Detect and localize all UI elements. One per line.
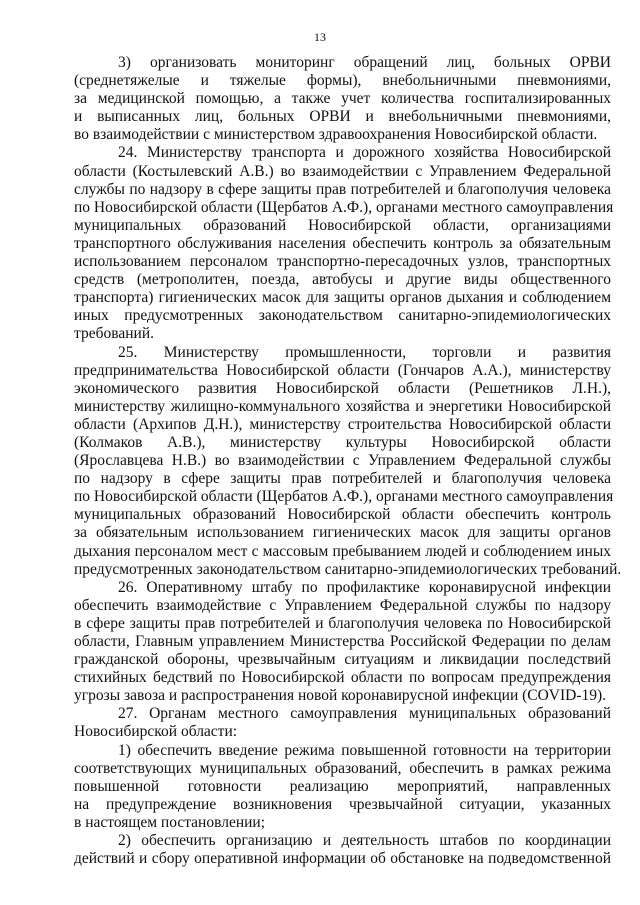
paragraph-item-24 (74, 144, 614, 343)
text-line: действий и сбору оперативной информации об обстановке на подведомственной (74, 850, 611, 868)
text-line: муниципальных образований Новосибирской области обеспечить контроль (74, 506, 611, 524)
text-line: предусмотренных законодательством санитарно-эпидемиологических требований. (74, 560, 622, 578)
text-line: службы по надзору в сфере защиты прав потребителей и благополучия человека (74, 180, 611, 198)
text-line: на предупреждение возникновения чрезвычайной ситуации, указанных (74, 795, 611, 813)
page-number: 13 (314, 30, 326, 44)
text-line: в настоящем постановлении; (74, 813, 266, 831)
text-line: за обязательным использованием гигиенических масок для защиты органов (74, 524, 611, 542)
text-line: иных предусмотренных законодательством санитарно-эпидемиологических (74, 307, 611, 325)
text-line: требований. (74, 325, 154, 343)
text-line: средств (метрополитен, поезда, автобусы и другие виды общественного (74, 271, 611, 289)
text-line: (среднетяжелые и тяжелые формы), внебольничными пневмониями, (74, 72, 611, 90)
text-line: 26. Оперативному штабу по профилактике коронавирусной инфекции (118, 578, 611, 596)
text-line: в сфере защиты прав потребителей и благополучия человека по Новосибирской (74, 614, 611, 632)
text-line: дыхания персоналом мест с массовым пребыванием людей и соблюдением иных (74, 542, 611, 560)
paragraph-item-3 (74, 54, 611, 144)
document-body (74, 54, 622, 868)
text-line: транспортного обслуживания населения обеспечить контроль за обязательным (74, 234, 611, 252)
text-line: предпринимательства Новосибирской области (Гончаров А.А.), министерству (74, 361, 611, 379)
text-line: 25. Министерству промышленности, торговли и развития (118, 343, 611, 361)
text-line: 3) организовать мониторинг обращений лиц, больных ОРВИ (118, 54, 611, 71)
text-line: (Колмаков А.В.), министерству культуры Новосибирской области (74, 433, 611, 451)
text-line: транспорта) гигиенических масок для защиты органов дыхания и соблюдением (74, 289, 611, 307)
text-line: обеспечить взаимодействие с Управлением Федеральной службы по надзору (74, 596, 611, 614)
text-line: Новосибирской области: (74, 723, 238, 741)
text-line: повышенной готовности реализацию мероприятий, направленных (74, 777, 611, 795)
text-line: угрозы завоза и распространения новой коронавирусной инфекции (COVID-19). (74, 687, 607, 705)
text-line: гражданской обороны, чрезвычайным ситуациям и ликвидации последствий (74, 651, 611, 669)
text-line: 27. Органам местного самоуправления муниципальных образований (118, 705, 611, 723)
paragraph-item-26 (74, 579, 611, 706)
text-line: 1) обеспечить введение режима повышенной готовности на территории (118, 741, 611, 759)
text-line: области (Архипов Д.Н.), министерству строительства Новосибирской области (74, 415, 611, 433)
text-line: стихийных бедствий по Новосибирской области по вопросам предупреждения (74, 669, 611, 687)
text-line: по Новосибирской области (Щербатов А.Ф.), органами местного самоуправления (74, 488, 614, 506)
text-line: области, Главным управлением Министерства Российской Федерации по делам (74, 633, 611, 650)
text-line: за медицинской помощью, а также учет количества госпитализированных (74, 90, 611, 108)
paragraph-item-27-1 (74, 742, 611, 832)
text-line: по надзору в сфере защиты прав потребителей и благополучия человека (74, 470, 611, 488)
text-line: экономического развития Новосибирской области (Решетников Л.Н.), (74, 379, 611, 397)
text-line: (Ярославцева Н.В.) во взаимодействии с Управлением Федеральной службы (74, 452, 611, 470)
text-line: 24. Министерству транспорта и дорожного хозяйства Новосибирской (118, 144, 611, 162)
text-line: по Новосибирской области (Щербатов А.Ф.), органами местного самоуправления (74, 198, 614, 216)
paragraph-item-25 (74, 343, 622, 579)
text-line: во взаимодействии с министерством здравоохранения Новосибирской области. (74, 126, 598, 144)
text-line: министерству жилищно-коммунального хозяйства и энергетики Новосибирской (74, 397, 611, 415)
text-line: использованием персоналом транспортно-пересадочных узлов, транспортных (74, 253, 611, 271)
text-line: муниципальных образований Новосибирской области, организациями (74, 216, 611, 234)
text-line: соответствующих муниципальных образований, обеспечить в рамках режима (74, 759, 611, 777)
text-line: 2) обеспечить организацию и деятельность штабов по координации (118, 832, 611, 850)
text-line: области (Костылевский А.В.) во взаимодействии с Управлением Федеральной (74, 162, 611, 180)
paragraph-item-27-2 (74, 832, 611, 868)
text-line: и выписанных лиц, больных ОРВИ и внебольничными пневмониями, (74, 108, 611, 126)
paragraph-item-27 (74, 705, 611, 741)
